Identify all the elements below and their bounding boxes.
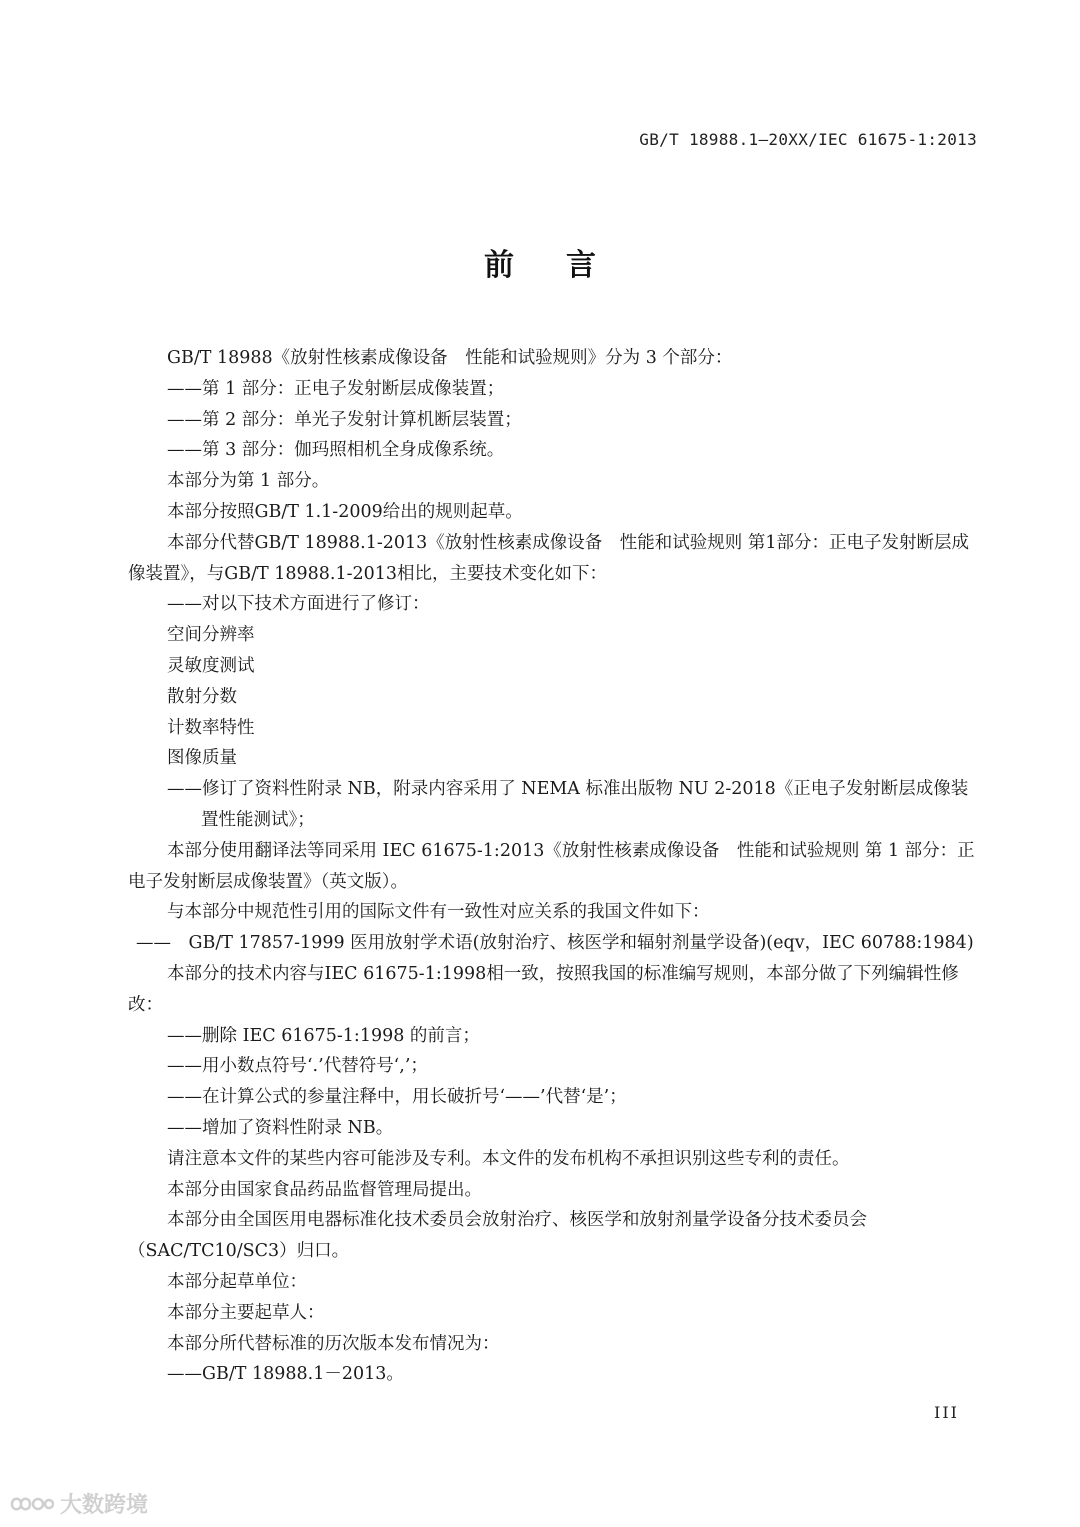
document-body [128, 343, 978, 1390]
page-title: 前言 [484, 248, 648, 283]
list-item: 计数率特性 [167, 717, 255, 738]
list-item: 空间分辨率 [167, 625, 255, 646]
paragraph: 与本部分中规范性引用的国际文件有一致性对应关系的我国文件如下： [167, 902, 710, 923]
list-item: ——第 1 部分：正电子发射断层成像装置； [167, 378, 505, 399]
paragraph: 本部分代替GB/T 18988.1-2013《放射性核素成像设备 性能和试验规则 第1部分：正电子发射断层成像装置》，与GB/T 18988.1-2013相比，主要技术变化如下： [128, 532, 969, 584]
list-item: ——在计算公式的参量注释中，用长破折号‘——’代替‘是’； [167, 1087, 627, 1108]
standard-code: GB/T 18988.1—20XX/IEC 61675-1:2013 [639, 130, 977, 149]
paragraph: 请注意本文件的某些内容可能涉及专利。本文件的发布机构不承担识别这些专利的责任。 [167, 1148, 850, 1169]
list-item: ——修订了资料性附录 NB，附录内容采用了 NEMA 标准出版物 NU 2-2018《正电子发射断层成像装置性能测试》； [167, 779, 969, 830]
watermark [10, 1488, 148, 1519]
paragraph: 本部分由全国医用电器标准化技术委员会放射治疗、核医学和放射剂量学设备分技术委员会（SAC/TC10/SC3）归口。 [128, 1210, 867, 1262]
paragraph: 本部分起草单位： [167, 1271, 307, 1292]
page-number: III [934, 1403, 959, 1422]
list-item: ——增加了资料性附录 NB。 [167, 1117, 394, 1138]
paragraph: 本部分主要起草人： [167, 1302, 325, 1323]
paragraph: 本部分使用翻译法等同采用 IEC 61675-1:2013《放射性核素成像设备 性能和试验规则 第 1 部分：正电子发射断层成像装置》（英文版）。 [128, 840, 975, 892]
paragraph: 本部分为第 1 部分。 [167, 471, 330, 492]
infinity-logo-icon [10, 1493, 54, 1515]
list-item: 灵敏度测试 [167, 655, 255, 676]
list-item: ——GB/T 18988.1－2013。 [167, 1364, 404, 1385]
watermark-text: 大数跨境 [60, 1493, 149, 1518]
paragraph: GB/T 18988《放射性核素成像设备 性能和试验规则》分为 3 个部分： [167, 348, 733, 368]
paragraph: 本部分所代替标准的历次版本发布情况为： [167, 1333, 500, 1354]
list-item: 图像质量 [167, 748, 237, 769]
list-item: ——删除 IEC 61675-1:1998 的前言； [167, 1025, 480, 1046]
list-item: 散射分数 [167, 686, 237, 707]
list-item: ——第 2 部分：单光子发射计算机断层装置； [167, 409, 522, 430]
list-item: ——用小数点符号‘.’代替符号‘,’； [167, 1056, 428, 1077]
paragraph: 本部分由国家食品药品监督管理局提出。 [167, 1179, 482, 1200]
list-item: ——对以下技术方面进行了修订： [167, 594, 430, 615]
list-item: ——第 3 部分：伽玛照相机全身成像系统。 [167, 440, 505, 461]
paragraph: 本部分按照GB/T 1.1-2009给出的规则起草。 [167, 501, 523, 522]
paragraph: 本部分的技术内容与IEC 61675-1:1998相一致，按照我国的标准编写规则，本部分做了下列编辑性修改： [128, 963, 959, 1015]
list-item: —— GB/T 17857-1999 医用放射学术语(放射治疗、核医学和辐射剂量学设备)(eqv，IEC 60788:1984) [136, 933, 974, 954]
